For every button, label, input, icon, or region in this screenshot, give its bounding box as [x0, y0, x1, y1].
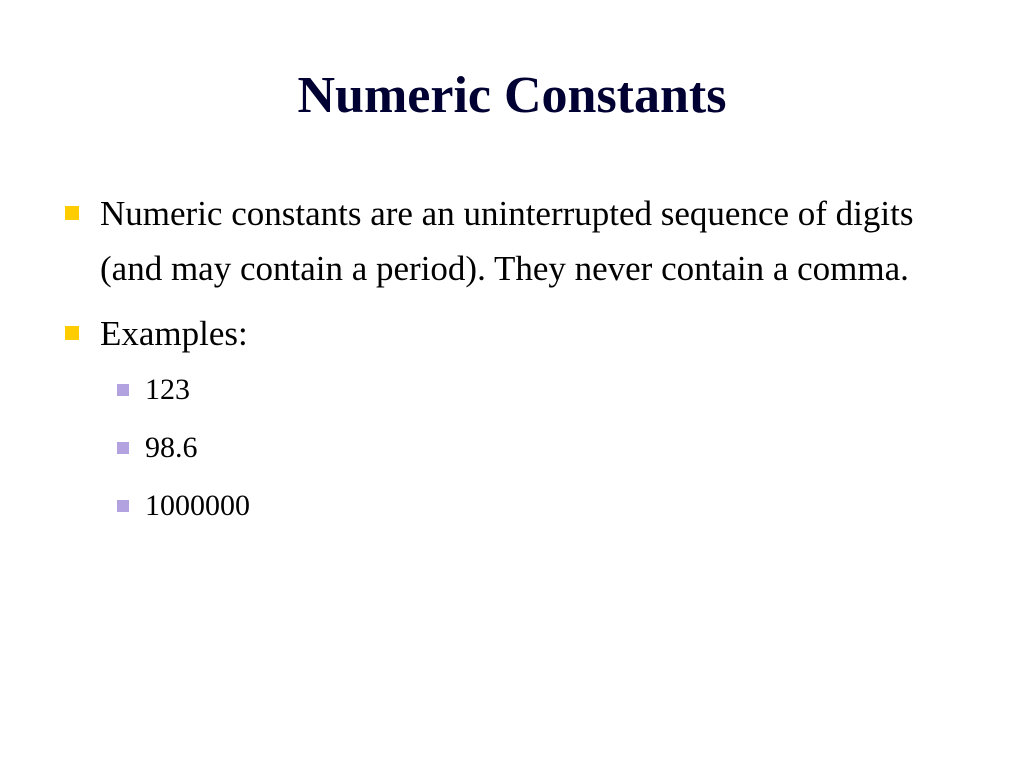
bullet-text: Examples: — [100, 314, 248, 353]
slide-title: Numeric Constants — [297, 67, 727, 124]
sub-bullet-text: 98.6 — [145, 431, 198, 464]
square-bullet-icon — [117, 500, 129, 512]
sub-bullet-text: 1000000 — [145, 489, 250, 522]
sub-bullet-text: 123 — [145, 373, 190, 406]
sub-bullet-item — [100, 361, 934, 419]
bullet-text: Numeric constants are an uninterrupted sequence of digits (and may contain a period). They never contain a comma. — [100, 194, 914, 288]
bullet-item — [0, 306, 1024, 535]
square-bullet-icon — [65, 326, 79, 340]
square-bullet-icon — [117, 442, 129, 454]
sub-bullet-item — [100, 477, 934, 535]
bullet-item — [0, 186, 1024, 296]
square-bullet-icon — [65, 206, 79, 220]
bullet-list — [0, 186, 1024, 545]
square-bullet-icon — [117, 384, 129, 396]
sub-bullet-list — [100, 361, 934, 535]
sub-bullet-item — [100, 419, 934, 477]
